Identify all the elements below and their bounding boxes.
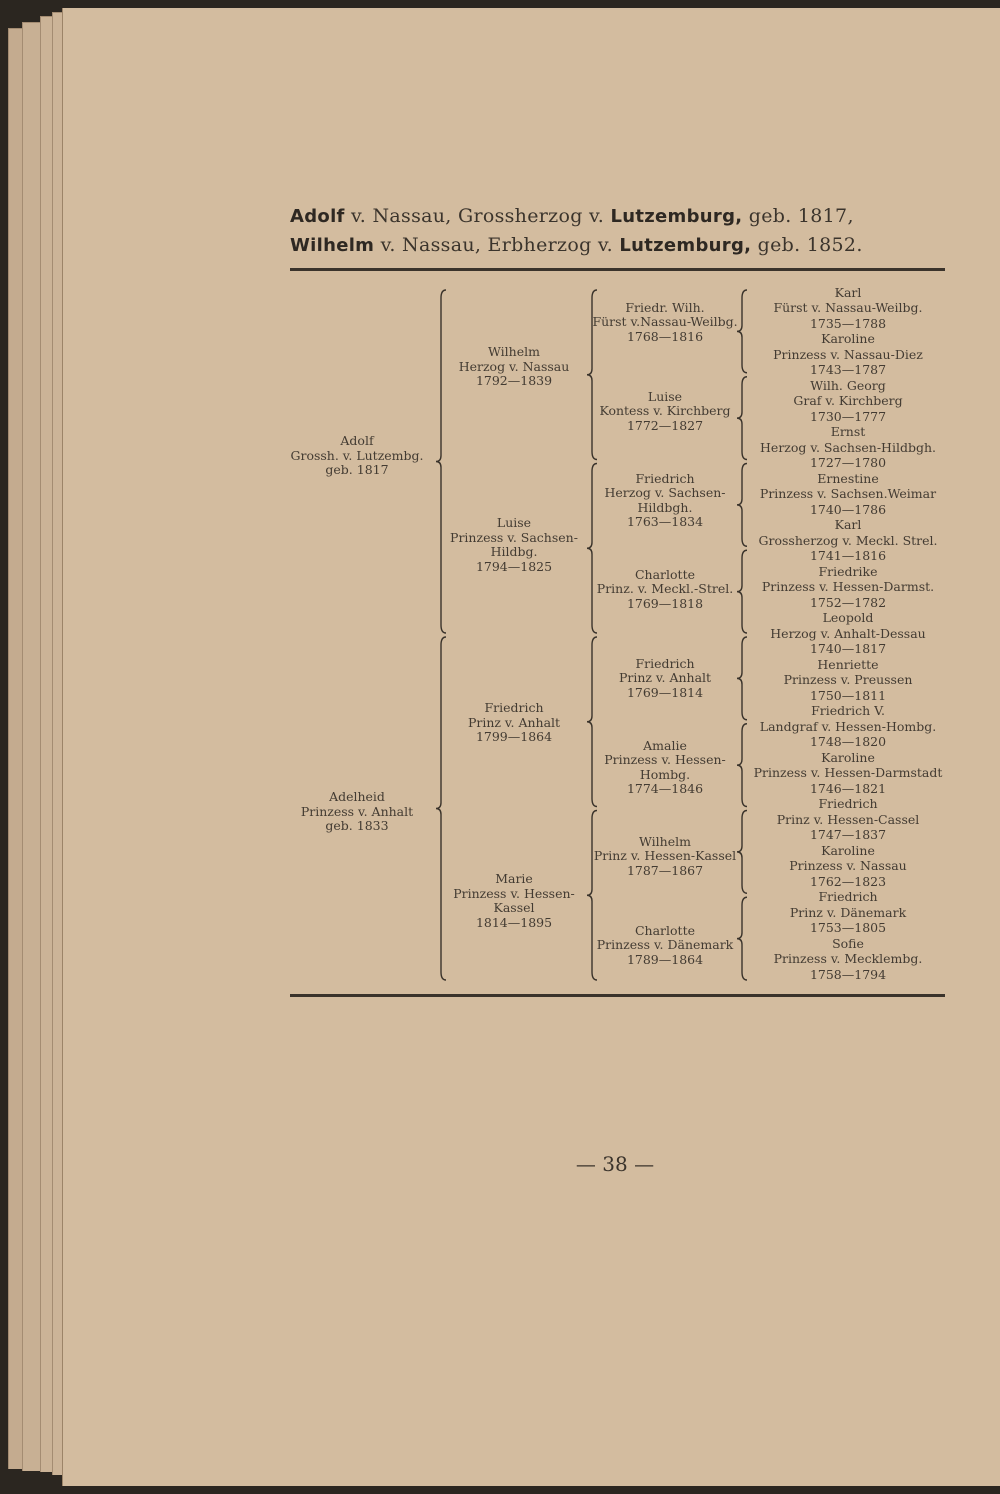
ancestor-line: 1752—1782	[809, 594, 887, 610]
ancestor-line: Herzog v. Sachsen-Hildbgh.	[760, 439, 936, 455]
ancestor-line: Leopold	[822, 610, 874, 626]
ancestor-line: Prinz v. Dänemark	[789, 904, 907, 920]
ancestor-line: 1746—1821	[809, 780, 887, 796]
ancestor-line: 1769—1814	[626, 684, 704, 700]
ancestor-line: 1769—1818	[626, 595, 704, 611]
ancestor-line: Ernestine	[817, 470, 879, 486]
page-number: — 38 —	[575, 1152, 655, 1176]
ancestor-line: Charlotte	[634, 922, 695, 938]
heading-text: v. Nassau, Grossherzog v.	[344, 205, 611, 227]
ancestor-line: Friedrike	[818, 563, 878, 579]
ancestor-henriette	[738, 657, 958, 703]
ancestor-line: Prinzess v. Sachsen.Weimar	[759, 486, 937, 502]
ancestor-line: Charlotte	[634, 566, 695, 582]
ancestor-line: Karoline	[821, 331, 875, 347]
heading-text: geb. 1852.	[751, 234, 863, 256]
ancestor-line: 1758—1794	[809, 966, 887, 982]
ancestor-friedrich-anhalt	[434, 701, 594, 745]
ancestor-line: Kassel	[493, 900, 535, 915]
ancestor-line: Hildbg.	[490, 544, 538, 559]
ancestor-adolf	[277, 434, 437, 478]
ancestor-friedrich-v	[738, 703, 958, 749]
ancestor-line: geb. 1817	[325, 462, 389, 478]
ancestor-friedrike	[738, 564, 958, 610]
ancestor-line: Prinzess v. Hessen-Darmstadt	[753, 765, 943, 781]
ancestor-line: Prinzess v. Mecklembg.	[773, 951, 923, 967]
ancestor-line: Herzog v. Sachsen-	[604, 485, 726, 500]
ancestor-line: Luise	[647, 388, 683, 404]
ancestor-line: Herzog v. Nassau	[458, 358, 570, 374]
ancestor-line: 1792—1839	[475, 373, 553, 389]
ancestor-line: Grossh. v. Lutzembg.	[290, 447, 424, 463]
ancestor-line: Prinzess v. Dänemark	[596, 937, 734, 953]
ancestor-line: Friedrich	[635, 655, 695, 671]
ancestor-line: Wilhelm	[639, 833, 691, 849]
ancestor-karoline-nassau-diez	[738, 331, 958, 377]
ancestor-sofie	[738, 936, 958, 982]
ancestor-line: Prinzess v. Hessen-	[604, 752, 726, 767]
ancestor-marie-hessen	[434, 872, 594, 930]
ancestor-karl-meckl	[738, 517, 958, 563]
ancestor-adelheid	[277, 790, 437, 834]
ancestor-line: Prinzess v. Sachsen-	[450, 529, 578, 545]
ancestor-wilhelm-nassau	[434, 345, 594, 389]
ancestor-line: Prinzess v. Nassau-Diez	[773, 346, 923, 362]
ancestor-line: geb. 1833	[325, 818, 389, 834]
ancestor-luise-sachsen	[434, 516, 594, 574]
ancestor-line: Friedr. Wilh.	[625, 299, 705, 315]
ancestor-line: 1799—1864	[475, 729, 553, 745]
ancestor-line: Prinzess v. Nassau	[789, 858, 907, 874]
ancestor-line: 1743—1787	[809, 362, 887, 378]
ancestor-line: 1789—1864	[626, 951, 704, 967]
ancestor-friedrich-daenemark	[738, 889, 958, 935]
heading-text: geb. 1817,	[742, 205, 854, 227]
ancestor-line: Karoline	[821, 749, 875, 765]
ancestor-line: Grossherzog v. Meckl. Strel.	[758, 532, 938, 548]
brace	[436, 290, 446, 633]
ancestor-line: Hildbgh.	[637, 499, 693, 515]
heading-place: Lutzemburg,	[610, 206, 743, 227]
ancestor-line: Fürst v.Nassau-Weilbg.	[592, 314, 738, 330]
heading-name: Wilhelm	[290, 235, 375, 256]
ancestor-wilh-georg	[738, 378, 958, 424]
ancestor-line: 1768—1816	[626, 328, 704, 344]
ancestor-line: Adelheid	[329, 789, 385, 805]
ancestor-line: Prinz v. Anhalt	[618, 670, 712, 686]
bottom-rule	[290, 994, 945, 997]
ancestor-line: Karoline	[821, 842, 875, 858]
ancestor-line: Prinzess v. Anhalt	[300, 803, 414, 819]
ancestor-line: 1772—1827	[626, 417, 704, 433]
ancestor-line: Prinz v. Anhalt	[467, 714, 561, 730]
heading-name: Adolf	[290, 206, 345, 227]
ancestor-karoline-darmstadt	[738, 750, 958, 796]
ancestor-line: Prinz v. Hessen-Cassel	[776, 811, 920, 827]
ancestor-charlotte-meckl	[585, 568, 745, 612]
ancestor-line: 1787—1867	[626, 862, 704, 878]
heading-place: Lutzemburg,	[619, 235, 752, 256]
ancestor-line: 1762—1823	[809, 873, 887, 889]
ancestor-line: Friedrich	[635, 470, 695, 486]
ancestor-line: 1740—1817	[809, 641, 887, 657]
ancestor-line: Amalie	[643, 737, 687, 753]
ancestor-line: 1763—1834	[626, 514, 704, 529]
ancestor-line: Graf v. Kirchberg	[793, 393, 903, 409]
ancestor-line: 1741—1816	[809, 548, 887, 564]
ancestor-line: 1727—1780	[809, 455, 887, 471]
ancestor-line: Friedrich	[818, 889, 878, 905]
ancestor-line: Adolf	[340, 433, 374, 449]
ancestor-line: Herzog v. Anhalt-Dessau	[770, 625, 926, 641]
ancestor-karl-nassau	[738, 285, 958, 331]
ancestor-line: Prinz. v. Meckl.-Strel.	[596, 581, 734, 597]
ancestor-line: Luise	[496, 515, 532, 530]
ancestor-line: Wilh. Georg	[810, 377, 886, 393]
ancestor-friedrich-cassel	[738, 796, 958, 842]
ancestor-line: Friedrich	[818, 796, 878, 812]
ancestor-line: Landgraf v. Hessen-Hombg.	[759, 718, 937, 734]
heading-text: v. Nassau, Erbherzog v.	[374, 234, 620, 256]
ancestor-line: Henriette	[817, 656, 879, 672]
ancestor-line: Fürst v. Nassau-Weilbg.	[773, 300, 923, 316]
ancestor-line: 1740—1786	[809, 501, 887, 517]
ancestor-friedrich-sachsen	[585, 472, 745, 530]
ancestor-line: Friedrich V.	[811, 703, 885, 719]
ancestor-line: Prinzess v. Hessen-Darmst.	[761, 579, 935, 595]
ancestor-line: Sofie	[832, 935, 864, 951]
ancestor-line: 1814—1895	[475, 914, 553, 930]
ancestor-line: Friedrich	[484, 700, 544, 716]
ancestor-line: Karl	[834, 285, 862, 300]
ancestor-charlotte-daenemark	[585, 924, 745, 968]
ancestor-line: Prinzess v. Hessen-	[453, 885, 575, 901]
ancestor-line: Hombg.	[639, 766, 691, 782]
ancestor-line: 1730—1777	[809, 408, 887, 424]
ancestor-karoline-nassau	[738, 843, 958, 889]
ancestor-line: Wilhelm	[488, 344, 540, 360]
ancestor-friedrich-anhalt-2	[585, 657, 745, 701]
ancestor-amalie-hessen	[585, 739, 745, 797]
ancestor-line: 1753—1805	[809, 920, 887, 936]
ancestor-line: 1750—1811	[809, 687, 887, 703]
ancestor-line: Marie	[495, 871, 533, 886]
ancestor-ernestine	[738, 471, 958, 517]
ancestor-wilhelm-hessen	[585, 835, 745, 879]
ancestor-line: 1747—1837	[809, 827, 887, 843]
ancestor-line: 1794—1825	[475, 558, 553, 574]
ancestor-line: Prinz v. Hessen-Kassel	[593, 848, 737, 864]
ancestor-line: Ernst	[830, 424, 866, 440]
ancestor-friedr-wilh	[585, 301, 745, 345]
ancestor-line: 1735—1788	[809, 315, 887, 331]
ancestor-line: 1748—1820	[809, 734, 887, 750]
ancestor-line: Prinzess v. Preussen	[783, 672, 913, 688]
ancestor-line: Karl	[834, 517, 862, 533]
ancestor-luise-kirchberg	[585, 390, 745, 434]
ancestor-line: Kontess v. Kirchberg	[599, 403, 731, 419]
ancestor-leopold	[738, 610, 958, 656]
ancestor-ernst	[738, 424, 958, 470]
ancestor-line: 1774—1846	[626, 781, 704, 796]
